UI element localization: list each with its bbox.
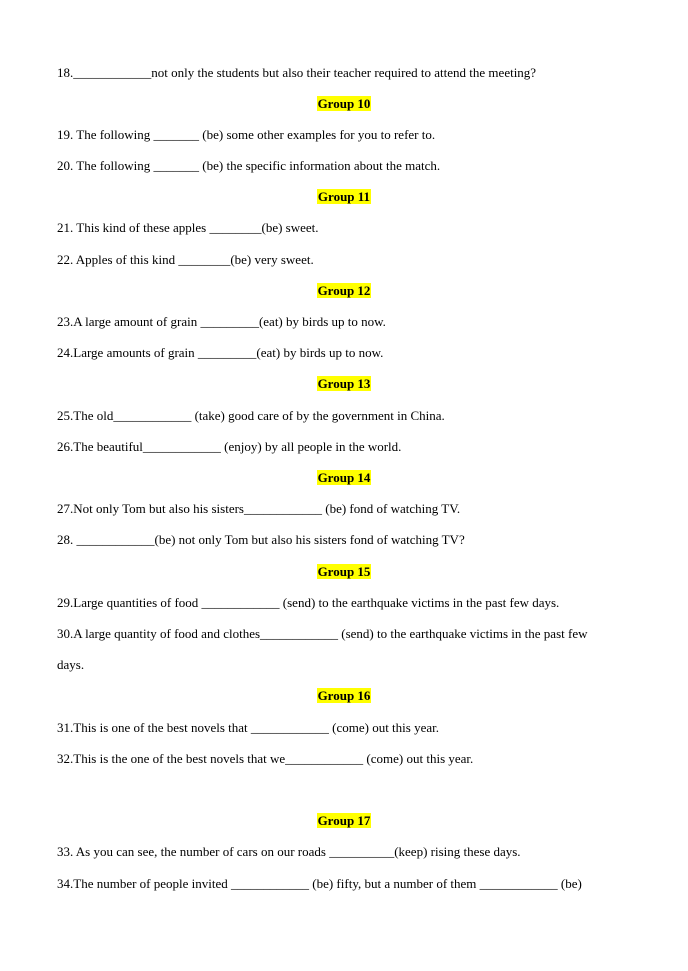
group-heading-11 (0, 189, 688, 205)
question-28: 28. ____________(be) not only Tom but also his sisters fond of watching TV? (57, 532, 465, 547)
group-heading-15 (0, 564, 688, 580)
group-label: Group 10 (317, 96, 371, 111)
group-label: Group 15 (317, 564, 371, 579)
group-heading-12 (0, 283, 688, 299)
question-21: 21. This kind of these apples ________(be) sweet. (57, 220, 319, 235)
question-33: 33. As you can see, the number of cars on our roads __________(keep) rising these days. (57, 844, 521, 859)
group-label: Group 17 (317, 813, 371, 828)
question-20: 20. The following _______ (be) the specific information about the match. (57, 158, 441, 173)
question-31: 31.This is one of the best novels that ____________ (come) out this year. (57, 720, 439, 735)
question-19: 19. The following _______ (be) some other examples for you to refer to. (57, 127, 436, 142)
group-label: Group 16 (317, 688, 371, 703)
question-34: 34.The number of people invited ____________ (be) fifty, but a number of them ____________ (be) (57, 876, 582, 891)
group-label: Group 11 (317, 189, 371, 204)
question-24: 24.Large amounts of grain _________(eat) by birds up to now. (57, 345, 384, 360)
question-18: 18.____________not only the students but also their teacher required to attend the meeting? (57, 65, 537, 80)
group-heading-16 (0, 688, 688, 704)
question-27: 27.Not only Tom but also his sisters____________ (be) fond of watching TV. (57, 501, 461, 516)
group-heading-17 (0, 813, 688, 829)
group-heading-10 (0, 96, 688, 112)
group-label: Group 12 (317, 283, 371, 298)
group-label: Group 14 (317, 470, 371, 485)
group-label: Group 13 (317, 376, 371, 391)
question-30-continued: days. (57, 657, 85, 672)
question-30: 30.A large quantity of food and clothes____________ (send) to the earthquake victims in the past few (57, 626, 588, 641)
group-heading-13 (0, 376, 688, 392)
question-26: 26.The beautiful____________ (enjoy) by all people in the world. (57, 439, 402, 454)
question-25: 25.The old____________ (take) good care of by the government in China. (57, 408, 445, 423)
group-heading-14 (0, 470, 688, 486)
question-22: 22. Apples of this kind ________(be) very sweet. (57, 252, 314, 267)
question-32: 32.This is the one of the best novels that we____________ (come) out this year. (57, 751, 474, 766)
question-23: 23.A large amount of grain _________(eat) by birds up to now. (57, 314, 386, 329)
question-29: 29.Large quantities of food ____________ (send) to the earthquake victims in the past few days. (57, 595, 560, 610)
